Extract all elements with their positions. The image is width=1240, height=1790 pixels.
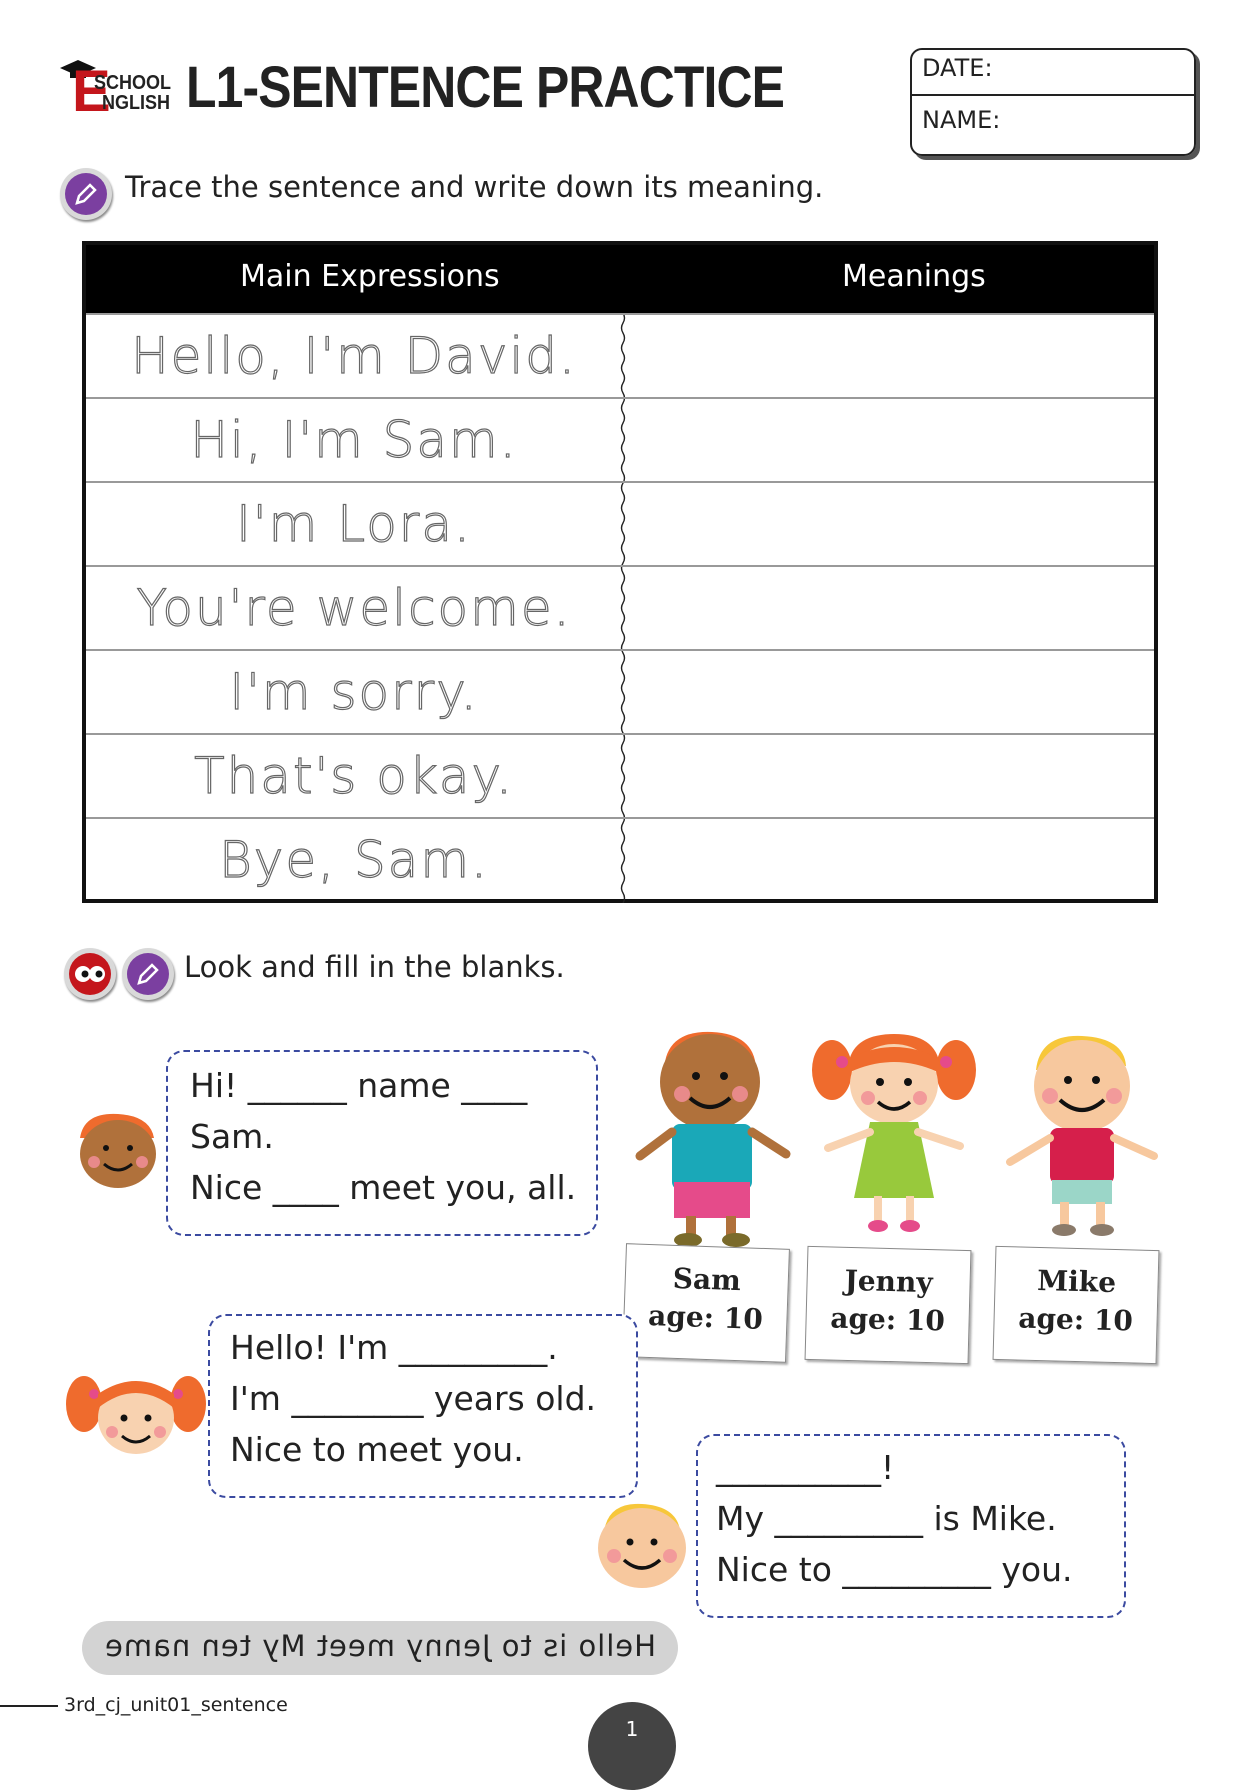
bubble-line: My _________ is Mike. [716,1499,1057,1538]
bubble-line: __________! [716,1448,895,1487]
speech-bubble-jenny [208,1314,638,1498]
footer-line [0,1705,58,1707]
trace-sentence: You're welcome. [136,579,572,637]
bubble-line: Sam. [190,1117,274,1156]
mike-face-icon [592,1498,692,1590]
trace-sentence: I'm sorry. [229,663,479,721]
jenny-face-icon [64,1364,208,1460]
table-header [86,245,1154,313]
trace-sentence: I'm Lora. [236,495,472,553]
date-field[interactable]: DATE: [922,54,993,82]
table-row [86,565,1154,651]
table-row [86,733,1154,819]
footer-filename: 3rd_cj_unit01_sentence [64,1694,288,1716]
expressions-table [82,241,1158,903]
card-age: age: 10 [1017,1301,1134,1338]
table-row [86,313,1154,399]
eyes-icon [64,948,116,1000]
bubble-line: Nice ____ meet you, all. [190,1168,577,1207]
sam-figure-icon [630,1020,800,1250]
name-card-jenny [805,1246,972,1364]
pencil-icon [60,168,112,220]
trace-sentence: Hello, I'm David. [131,327,577,385]
school-english-logo [58,58,176,124]
bubble-line: I'm ________ years old. [230,1379,597,1418]
bubble-line: Hi! ______ name ____ [190,1066,528,1105]
mike-figure-icon [996,1026,1168,1246]
pencil-icon [122,948,174,1000]
card-age: age: 10 [647,1299,764,1336]
trace-sentence: Hi, I'm Sam. [190,411,518,469]
table-row [86,817,1154,903]
instruction-trace: Trace the sentence and write down its meaning. [125,170,824,204]
card-name: Jenny [844,1263,934,1300]
logo-english: NGLISH [102,92,171,114]
instruction-fill: Look and fill in the blanks. [184,950,565,984]
card-age: age: 10 [829,1301,946,1338]
name-field[interactable]: NAME: [922,106,1001,134]
table-row [86,481,1154,567]
bubble-line: Nice to meet you. [230,1430,524,1469]
jenny-figure-icon [808,1022,980,1242]
word-bank-text: Hello is to Jenny meet My ten name [104,1629,656,1663]
word-bank [82,1621,678,1675]
speech-bubble-mike [696,1434,1126,1618]
trace-sentence: That's okay. [194,747,514,805]
logo-e: E [72,59,111,124]
bubble-line: Nice to _________ you. [716,1550,1073,1589]
sam-face-icon [74,1108,164,1192]
page-title: L1-SENTENCE PRACTICE [186,55,785,120]
card-name: Mike [1036,1263,1117,1300]
divider [912,94,1194,96]
table-row [86,397,1154,483]
speech-bubble-sam [166,1050,598,1236]
date-name-box [910,48,1196,156]
col-meanings: Meanings [842,259,986,294]
table-row [86,649,1154,735]
bubble-line: Hello! I'm _________. [230,1328,558,1367]
col-expressions: Main Expressions [240,259,500,294]
name-card-sam [622,1243,790,1363]
card-name: Sam [672,1261,742,1298]
page-number: 1 [588,1702,676,1790]
logo-school: SCHOOL [94,72,172,94]
trace-sentence: Bye, Sam. [219,831,489,889]
name-card-mike [993,1246,1160,1364]
